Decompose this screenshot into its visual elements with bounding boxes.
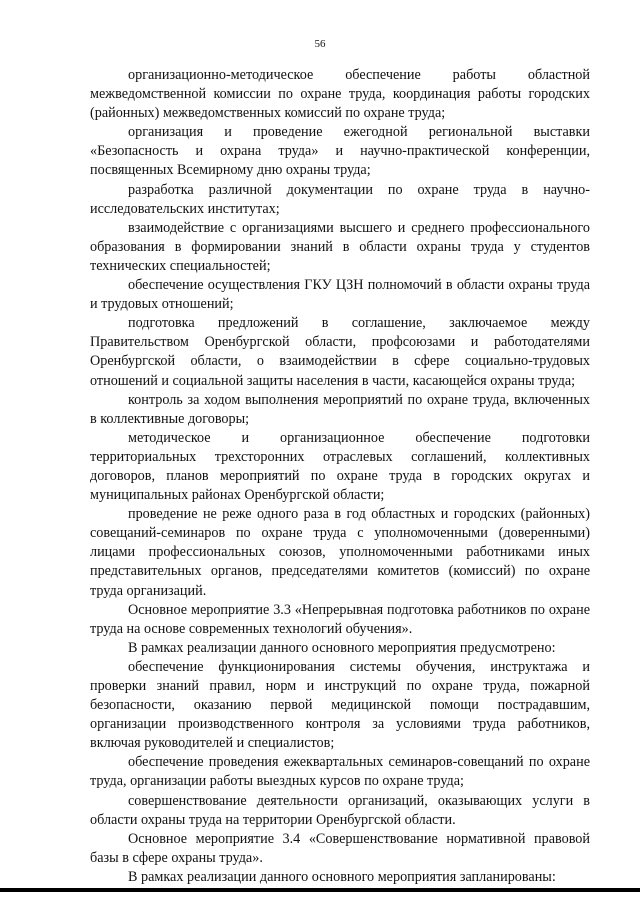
paragraph: проведение не реже одного раза в год областных и городских (районных) совещаний-семинаров по охране труда с уполномоченными (доверенными) лицами профессиональных союзов, уполномоченными работниками иных представительных органов, председателями комитетов (комиссий) по охране труда организаций. [90, 506, 590, 599]
paragraph: В рамках реализации данного основного мероприятия предусмотрено: [128, 639, 556, 656]
paragraph: организация и проведение ежегодной региональной выставки «Безопасность и охрана труда» и научно-практической конференции, посвященных Всемирному дню охраны труда; [90, 124, 590, 179]
paragraph: контроль за ходом выполнения мероприятий по охране труда, включенных в коллективные договоры; [90, 391, 590, 427]
paragraph: Основное мероприятие 3.3 «Непрерывная подготовка работников по охране труда на основе современных технологий обучения». [90, 601, 590, 637]
paragraph: методическое и организационное обеспечение подготовки территориальных трехсторонних отраслевых соглашений, коллективных договоров, планов мероприятий по охране труда в городских округах и муниципальных районах Оренбургской области; [90, 429, 590, 504]
paragraph: обеспечение проведения ежеквартальных семинаров-совещаний по охране труда, организации работы выездных курсов по охране труда; [90, 754, 590, 790]
page-number: 56 [314, 38, 326, 50]
paragraph: организационно-методическое обеспечение работы областной межведомственной комиссии по охране труда, координация работы городских (районных) межведомственных комиссий по охране труда; [90, 67, 590, 122]
paragraph: В рамках реализации данного основного мероприятия запланированы: [128, 868, 556, 885]
paragraph: подготовка предложений в соглашение, заключаемое между Правительством Оренбургской области, профсоюзами и работодателями Оренбургской области, о взаимодействии в сфере социально-трудовых отношений и социальной защиты населения в части, касающейся охраны труда; [90, 315, 590, 389]
paragraph: Основное мероприятие 3.4 «Совершенствование нормативной правовой базы в сфере охраны труда». [90, 830, 590, 866]
document-body [90, 66, 590, 887]
bottom-border-line [0, 888, 640, 892]
paragraph: разработка различной документации по охране труда в научно-исследовательских институтах; [90, 181, 590, 217]
paragraph: обеспечение осуществления ГКУ ЦЗН полномочий в области охраны труда и трудовых отношений; [90, 277, 590, 313]
paragraph: взаимодействие с организациями высшего и среднего профессионального образования в формировании знаний в области охраны труда у студентов технических специальностей; [90, 219, 590, 274]
paragraph: обеспечение функционирования системы обучения, инструктажа и проверки знаний правил, норм и инструкций по охране труда, пожарной безопасности, оказанию первой медицинской помощи пострадавшим, организации производственного контроля за условиями труда работников, включая руководителей и специалистов; [90, 658, 590, 752]
paragraph: совершенствование деятельности организаций, оказывающих услуги в области охраны труда на территории Оренбургской области. [90, 792, 590, 828]
